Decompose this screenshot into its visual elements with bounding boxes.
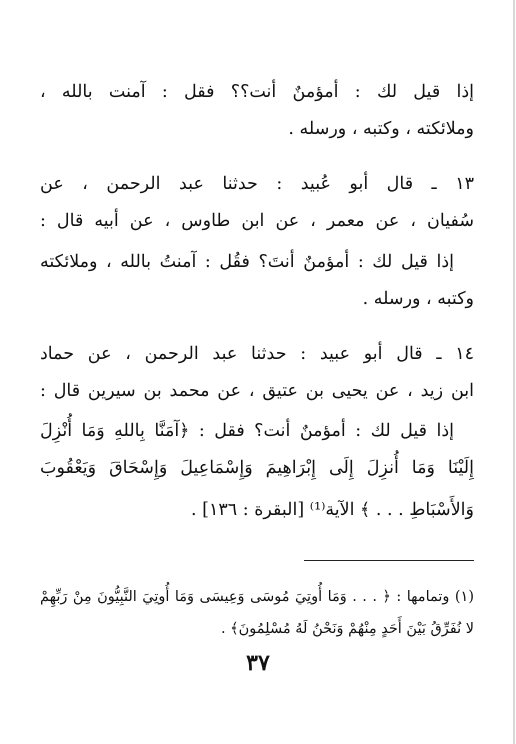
footnote-line-1: (١) وتمامها : ﴿ . . . وَمَا أُوتِيَ مُوسَى وَعِيسَى وَمَا أُوتِيَ النَّبِيُّونَ مِنْ رَبِّهِمْ [40, 589, 474, 605]
verse-citation-line: وَالأَسْبَاطِ . . . ﴾ الآية⁽¹⁾ [البقرة : ١٣٦] . [191, 500, 474, 520]
footnote-separator [304, 560, 474, 561]
narration-13-line-4: وكتبه ، ورسله . [362, 289, 474, 309]
narration-14-line-3: إذا قيل لك : أمؤمنٌ أنت؟ فقل : ﴿آمَنَّا بِاللهِ وَمَا أُنْزِلَ [40, 421, 454, 441]
narration-13-line-2: سُفيان ، عن معمر ، عن ابن طاوس ، عن أبيه قال : [40, 211, 474, 231]
narration-13-line-1: ١٣ ـ قال أبو عُبيد : حدثنا عبد الرحمن ، عن [40, 174, 474, 194]
footnote-line-2: لا نُفَرِّقُ بَيْنَ أَحَدٍ مِنْهُمْ وَنَحْنُ لَهُ مُسْلِمُونَ﴾ . [220, 621, 474, 637]
text-line-2: وملائكته ، وكتبه ، ورسله . [288, 119, 474, 139]
text-line-1: إذا قيل لك : أمؤمنٌ أنت؟؟ فقل : آمنت بالله ، [40, 82, 474, 102]
narration-14-line-2: ابن زيد ، عن يحيى بن عتيق ، عن محمد بن سيرين قال : [40, 381, 474, 401]
page-number: ٣٧ [246, 650, 270, 676]
page-edge-shadow [513, 0, 515, 744]
quran-verse-line: إِلَيْنَا وَمَا أُنزِلَ إِلَى إِبْرَاهِيمَ وَإِسْمَاعِيلَ وَإِسْحَاقَ وَيَعْقُوبَ [40, 458, 474, 478]
narration-14-line-1: ١٤ ـ قال أبو عبيد : حدثنا عبد الرحمن ، عن حماد [40, 344, 474, 364]
narration-13-line-3: إذا قيل لك : أمؤمنٌ أنتَ؟ فقُل : آمنتُ بالله ، وملائكته [40, 252, 454, 272]
